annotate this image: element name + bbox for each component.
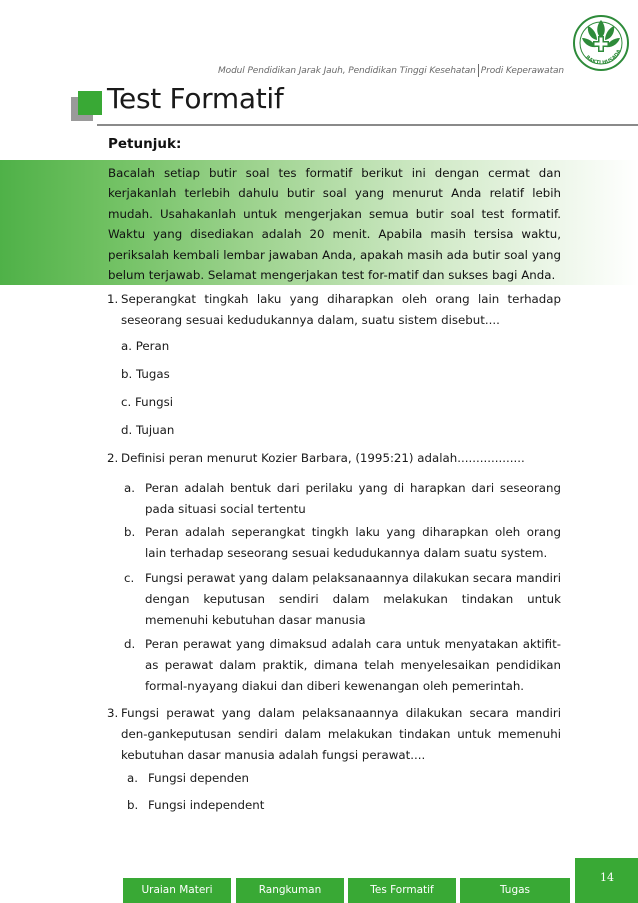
option-letter: a. (124, 481, 135, 495)
title-underline (97, 124, 638, 126)
option-text: Fungsi perawat yang dalam pelaksanaannya dilakukan secara mandiri dengan keputusan sendiri dalam melakukan tindakan untuk memenuhi kebutuhan dasar manusia (145, 571, 561, 627)
nav-rangkuman-button[interactable]: Rangkuman (236, 878, 344, 903)
question-1 (107, 289, 561, 331)
kemenkes-bakti-husada-logo (570, 10, 632, 74)
option-letter: b. (127, 798, 139, 812)
q2-option-d (124, 634, 561, 697)
svg-text:BAKTI HUSADA: BAKTI HUSADA (584, 48, 623, 67)
question-3 (107, 703, 561, 766)
option-letter: d. (124, 637, 136, 651)
q1-option-d: d. Tujuan (121, 423, 175, 437)
title-decoration-square (78, 91, 102, 115)
nav-tugas-button[interactable]: Tugas (460, 878, 570, 903)
option-text: Peran perawat yang dimaksud adalah cara untuk menyatakan aktifit-as perawat dalam praktik, dimana telah menyelesaikan pendidikan formal-nyayang diakui dan diberi kewenangan oleh pemerintah. (145, 637, 561, 693)
option-text: Fungsi independent (148, 798, 265, 812)
option-text: Peran adalah bentuk dari perilaku yang di harapkan dari seseorang pada situasi social tertentu (145, 481, 561, 516)
q1-option-b: b. Tugas (121, 367, 170, 381)
nav-uraian-materi-button[interactable]: Uraian Materi (123, 878, 231, 903)
question-text: Definisi peran menurut Kozier Barbara, (1995:21) adalah.................. (121, 451, 525, 465)
option-letter: a. (127, 771, 138, 785)
question-number: 2. (107, 451, 119, 465)
q2-option-a (124, 478, 561, 520)
instructions-text: Bacalah setiap butir soal tes formatif berikut ini dengan cermat dan kerjakanlah terlebih dahulu butir soal yang menurut Anda relatif lebih mudah. Usahakanlah untuk mengerjakan semua butir soal test formatif. Waktu yang disediakan adalah 20 menit. Apabila masih tersisa waktu, periksalah kembali lembar jawaban Anda, apakah masih ada butir soal yang belum terjawab. Selamat mengerjakan test for-matif dan sukses bagi Anda. (108, 166, 561, 283)
q3-option-b (127, 795, 427, 816)
page-number: 14 (600, 871, 614, 884)
option-letter: b. (124, 525, 136, 539)
instructions-label: Petunjuk: (108, 136, 182, 152)
nav-tes-formatif-button[interactable]: Tes Formatif (348, 878, 456, 903)
header-separator (478, 64, 479, 77)
q3-option-a (127, 768, 427, 789)
question-text: Fungsi perawat yang dalam pelaksanaannya dilakukan secara mandiri den-gankeputusan sendiri dalam melakukan tindakan untuk memenuhi kebutuhan dasar manusia adalah fungsi perawat.... (121, 706, 561, 762)
q1-option-c: c. Fungsi (121, 395, 173, 409)
q2-option-b (124, 522, 561, 564)
option-text: Fungsi dependen (148, 771, 249, 785)
question-number: 3. (107, 706, 119, 720)
question-text: Seperangkat tingkah laku yang diharapkan oleh orang lain terhadap seseorang sesuai kedudukannya dalam, suatu sistem disebut.... (121, 292, 561, 327)
running-header (218, 64, 564, 77)
question-2 (107, 448, 561, 469)
option-text: Peran adalah seperangkat tingkh laku yang diharapkan oleh orang lain terhadap seseorang sesuai kedudukannya dalam suatu system. (145, 525, 561, 560)
q2-option-c (124, 568, 561, 631)
header-module-title: Modul Pendidikan Jarak Jauh, Pendidikan Tinggi Kesehatan (218, 66, 476, 76)
page-title: Test Formatif (107, 82, 284, 115)
question-number: 1. (107, 292, 119, 306)
option-letter: c. (124, 571, 135, 585)
q1-option-a: a. Peran (121, 339, 170, 353)
header-program: Prodi Keperawatan (480, 66, 565, 76)
